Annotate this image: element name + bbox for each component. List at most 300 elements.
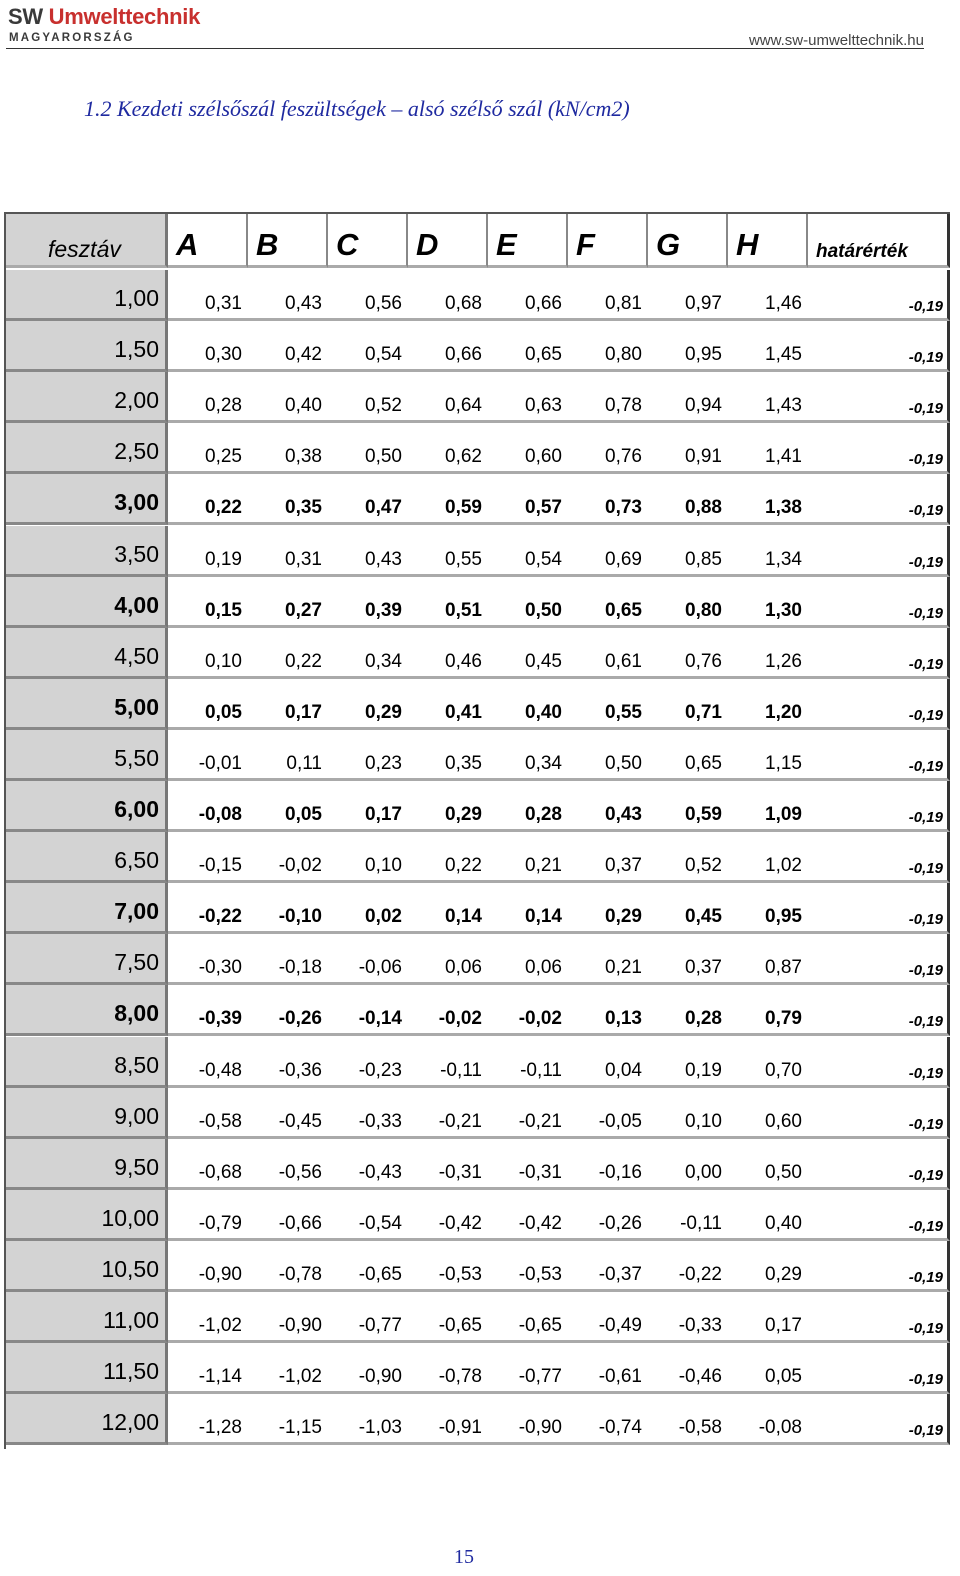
span-cell — [6, 985, 168, 1036]
value-cell — [248, 832, 328, 883]
value-cell — [648, 730, 728, 781]
stress-value: 0,40 — [525, 701, 562, 723]
stress-value: 0,94 — [685, 395, 722, 417]
stress-value: -0,26 — [278, 1008, 322, 1030]
span-value: 7,00 — [114, 898, 159, 925]
value-cell — [408, 832, 488, 883]
stress-value: -0,30 — [198, 957, 242, 979]
value-cell — [168, 628, 248, 679]
limit-cell — [808, 1088, 950, 1139]
stress-value: 0,29 — [445, 804, 482, 826]
stress-value: -0,16 — [598, 1161, 642, 1183]
span-cell — [6, 372, 168, 423]
stress-value: 1,09 — [765, 804, 802, 826]
span-value: 9,00 — [114, 1102, 159, 1129]
limit-value: -0,19 — [908, 655, 943, 673]
span-value: 4,50 — [114, 642, 159, 669]
value-cell — [728, 1037, 808, 1088]
span-cell — [6, 577, 168, 628]
span-value: 11,00 — [103, 1307, 159, 1334]
stress-value: -0,77 — [358, 1315, 402, 1337]
table-row — [6, 1088, 952, 1139]
stress-value: 0,50 — [605, 752, 642, 774]
stress-value: 1,20 — [765, 701, 802, 723]
value-cell — [488, 1088, 568, 1139]
stress-value: 0,05 — [285, 804, 322, 826]
stress-value: -0,21 — [438, 1110, 482, 1132]
stress-value: 0,29 — [765, 1263, 802, 1285]
stress-value: 0,69 — [605, 548, 642, 570]
table-row — [6, 679, 952, 730]
span-value: 2,00 — [114, 387, 159, 414]
stress-value: -0,74 — [598, 1417, 642, 1439]
stress-value: 0,31 — [285, 548, 322, 570]
logo-subtitle: MAGYARORSZÁG — [9, 32, 135, 44]
stress-value: 0,50 — [765, 1161, 802, 1183]
stress-value: 0,42 — [285, 344, 322, 366]
value-cell — [248, 1241, 328, 1292]
stress-value: 0,85 — [685, 548, 722, 570]
value-cell — [728, 985, 808, 1036]
stress-value: 0,81 — [605, 293, 642, 315]
limit-cell — [808, 423, 950, 474]
value-cell — [568, 1241, 648, 1292]
value-cell — [328, 1139, 408, 1190]
stress-value: -0,33 — [358, 1110, 402, 1132]
value-cell — [488, 1292, 568, 1343]
value-cell — [328, 1343, 408, 1394]
stress-value: 0,65 — [605, 599, 642, 621]
span-value: 2,50 — [114, 438, 159, 465]
stress-value: 0,28 — [525, 804, 562, 826]
stress-value: 1,43 — [765, 395, 802, 417]
table-row — [6, 832, 952, 883]
header-label: B — [256, 227, 279, 262]
stress-value: 0,40 — [285, 395, 322, 417]
stress-value: -0,91 — [438, 1417, 482, 1439]
value-cell — [648, 423, 728, 474]
stress-value: -0,36 — [278, 1059, 322, 1081]
value-cell — [408, 526, 488, 577]
value-cell — [408, 1088, 488, 1139]
header-label: fesztáv — [48, 236, 121, 262]
stress-value: 1,41 — [765, 446, 802, 468]
stress-value: -0,48 — [198, 1059, 242, 1081]
span-cell — [6, 423, 168, 474]
span-value: 3,50 — [114, 540, 159, 567]
value-cell — [408, 577, 488, 628]
limit-value: -0,19 — [908, 1013, 943, 1031]
span-value: 6,00 — [114, 796, 159, 823]
stress-value: 0,29 — [365, 701, 402, 723]
span-cell — [6, 270, 168, 321]
limit-cell — [808, 781, 950, 832]
limit-cell — [808, 474, 950, 525]
value-cell — [408, 321, 488, 372]
stress-value: 0,54 — [365, 344, 402, 366]
value-cell — [568, 270, 648, 321]
value-cell — [328, 270, 408, 321]
value-cell — [248, 934, 328, 985]
span-cell — [6, 474, 168, 525]
table-row — [6, 423, 952, 474]
value-cell — [648, 679, 728, 730]
value-cell — [328, 1292, 408, 1343]
value-cell — [248, 679, 328, 730]
value-cell — [488, 1190, 568, 1241]
value-cell — [328, 883, 408, 934]
stress-value: 0,27 — [285, 599, 322, 621]
limit-cell — [808, 321, 950, 372]
stress-value: 0,17 — [285, 701, 322, 723]
stress-value: -0,26 — [598, 1212, 642, 1234]
value-cell — [488, 423, 568, 474]
stress-value: 0,66 — [525, 293, 562, 315]
stress-value: -0,79 — [198, 1212, 242, 1234]
span-cell — [6, 883, 168, 934]
value-cell — [168, 1037, 248, 1088]
value-cell — [728, 1394, 808, 1445]
stress-value: 0,55 — [605, 701, 642, 723]
value-cell — [568, 321, 648, 372]
span-cell — [6, 1292, 168, 1343]
table-row — [6, 628, 952, 679]
span-value: 5,00 — [114, 693, 159, 720]
table-row — [6, 577, 952, 628]
value-cell — [328, 730, 408, 781]
value-cell — [408, 730, 488, 781]
value-cell — [248, 1088, 328, 1139]
header-label: C — [336, 227, 359, 262]
value-cell — [328, 1394, 408, 1445]
stress-value: -0,33 — [678, 1315, 722, 1337]
stress-value: 1,02 — [765, 855, 802, 877]
stress-value: -0,54 — [358, 1212, 402, 1234]
value-cell — [248, 526, 328, 577]
value-cell — [488, 577, 568, 628]
header-label: D — [416, 227, 439, 262]
value-cell — [728, 1088, 808, 1139]
stress-value: -0,37 — [598, 1263, 642, 1285]
stress-value: 0,34 — [525, 752, 562, 774]
stress-value: 0,14 — [445, 906, 482, 928]
stress-value: 0,06 — [445, 957, 482, 979]
value-cell — [488, 730, 568, 781]
limit-cell — [808, 1139, 950, 1190]
value-cell — [248, 423, 328, 474]
span-value: 3,00 — [114, 489, 159, 516]
stress-value: 0,21 — [525, 855, 562, 877]
stress-value: -0,90 — [278, 1315, 322, 1337]
stress-value: 0,22 — [445, 855, 482, 877]
stress-value: 1,46 — [765, 293, 802, 315]
stress-value: 0,76 — [685, 650, 722, 672]
stress-value: -0,02 — [278, 855, 322, 877]
value-cell — [568, 628, 648, 679]
header-label: F — [576, 227, 595, 262]
limit-value: -0,19 — [908, 911, 943, 929]
value-cell — [328, 1190, 408, 1241]
value-cell — [328, 934, 408, 985]
stress-value: 0,30 — [205, 344, 242, 366]
value-cell — [248, 1343, 328, 1394]
value-cell — [248, 1394, 328, 1445]
table-row — [6, 883, 952, 934]
value-cell — [168, 1088, 248, 1139]
limit-cell — [808, 628, 950, 679]
value-cell — [328, 577, 408, 628]
header-col-b — [248, 214, 328, 268]
value-cell — [648, 577, 728, 628]
span-cell — [6, 730, 168, 781]
header-limit — [808, 214, 950, 268]
value-cell — [488, 985, 568, 1036]
value-cell — [168, 781, 248, 832]
value-cell — [568, 1037, 648, 1088]
value-cell — [488, 832, 568, 883]
value-cell — [168, 934, 248, 985]
span-value: 1,50 — [114, 336, 159, 363]
stress-value: 0,60 — [765, 1110, 802, 1132]
value-cell — [328, 321, 408, 372]
website-url: www.sw-umwelttechnik.hu — [748, 32, 924, 49]
stress-value: 0,95 — [685, 344, 722, 366]
limit-value: -0,19 — [908, 553, 943, 571]
limit-cell — [808, 1190, 950, 1241]
limit-value: -0,19 — [908, 502, 943, 520]
value-cell — [408, 985, 488, 1036]
value-cell — [248, 628, 328, 679]
stress-value: 0,05 — [765, 1366, 802, 1388]
stress-value: -0,49 — [598, 1315, 642, 1337]
header-divider — [6, 48, 924, 49]
stress-value: -0,39 — [198, 1008, 242, 1030]
stress-value: 0,29 — [605, 906, 642, 928]
limit-cell — [808, 1292, 950, 1343]
limit-cell — [808, 526, 950, 577]
header-col-e — [488, 214, 568, 268]
limit-cell — [808, 1037, 950, 1088]
value-cell — [648, 1088, 728, 1139]
stress-value: -0,42 — [438, 1212, 482, 1234]
span-value: 10,50 — [101, 1255, 159, 1282]
stress-value: 1,38 — [765, 497, 802, 519]
stress-value: 0,47 — [365, 497, 402, 519]
value-cell — [168, 577, 248, 628]
value-cell — [728, 526, 808, 577]
span-value: 6,50 — [114, 847, 159, 874]
stress-value: -0,61 — [598, 1366, 642, 1388]
span-cell — [6, 1190, 168, 1241]
value-cell — [648, 1343, 728, 1394]
value-cell — [168, 1292, 248, 1343]
value-cell — [728, 577, 808, 628]
limit-value: -0,19 — [908, 400, 943, 418]
value-cell — [408, 474, 488, 525]
value-cell — [248, 730, 328, 781]
span-cell — [6, 1139, 168, 1190]
value-cell — [168, 985, 248, 1036]
value-cell — [488, 321, 568, 372]
value-cell — [728, 832, 808, 883]
stress-value: 0,91 — [685, 446, 722, 468]
value-cell — [168, 423, 248, 474]
table-row — [6, 934, 952, 985]
value-cell — [408, 1241, 488, 1292]
span-cell — [6, 781, 168, 832]
value-cell — [328, 423, 408, 474]
stress-value: -0,90 — [358, 1366, 402, 1388]
stress-value: 1,30 — [765, 599, 802, 621]
stress-value: 0,43 — [605, 804, 642, 826]
value-cell — [728, 1292, 808, 1343]
value-cell — [648, 1037, 728, 1088]
limit-value: -0,19 — [908, 451, 943, 469]
stress-value: -0,02 — [518, 1008, 562, 1030]
span-value: 11,50 — [103, 1358, 159, 1385]
value-cell — [568, 679, 648, 730]
value-cell — [168, 883, 248, 934]
stress-value: 0,23 — [365, 752, 402, 774]
value-cell — [648, 781, 728, 832]
stress-value: -0,21 — [518, 1110, 562, 1132]
stress-value: 0,80 — [685, 599, 722, 621]
stress-value: 0,19 — [685, 1059, 722, 1081]
value-cell — [168, 832, 248, 883]
value-cell — [248, 474, 328, 525]
value-cell — [408, 628, 488, 679]
stress-value: -0,45 — [278, 1110, 322, 1132]
stress-value: 0,52 — [685, 855, 722, 877]
stress-value: -0,01 — [198, 752, 242, 774]
stress-value: 0,14 — [525, 906, 562, 928]
stress-value: 0,54 — [525, 548, 562, 570]
stress-value: 0,35 — [285, 497, 322, 519]
span-cell — [6, 628, 168, 679]
value-cell — [728, 1241, 808, 1292]
value-cell — [488, 679, 568, 730]
limit-value: -0,19 — [908, 349, 943, 367]
value-cell — [328, 832, 408, 883]
stress-value: -1,02 — [198, 1315, 242, 1337]
value-cell — [328, 1241, 408, 1292]
stress-value: 0,17 — [365, 804, 402, 826]
value-cell — [328, 474, 408, 525]
stress-value: 0,87 — [765, 957, 802, 979]
table-row — [6, 1343, 952, 1394]
stress-value: 0,06 — [525, 957, 562, 979]
value-cell — [728, 270, 808, 321]
limit-value: -0,19 — [908, 604, 943, 622]
value-cell — [408, 270, 488, 321]
stress-value: 0,00 — [685, 1161, 722, 1183]
span-cell — [6, 1037, 168, 1088]
header-col-c — [328, 214, 408, 268]
value-cell — [408, 883, 488, 934]
value-cell — [568, 526, 648, 577]
limit-value: -0,19 — [908, 757, 943, 775]
stress-value: -1,14 — [198, 1366, 242, 1388]
span-cell — [6, 679, 168, 730]
stress-value: -0,90 — [518, 1417, 562, 1439]
stress-value: 0,65 — [525, 344, 562, 366]
value-cell — [568, 1190, 648, 1241]
value-cell — [568, 577, 648, 628]
value-cell — [568, 474, 648, 525]
span-cell — [6, 1088, 168, 1139]
stress-value: -0,65 — [518, 1315, 562, 1337]
value-cell — [488, 1241, 568, 1292]
stress-value: 0,73 — [605, 497, 642, 519]
value-cell — [408, 423, 488, 474]
value-cell — [648, 526, 728, 577]
limit-value: -0,19 — [908, 809, 943, 827]
value-cell — [408, 679, 488, 730]
value-cell — [328, 628, 408, 679]
value-cell — [488, 1343, 568, 1394]
header-label: G — [656, 227, 681, 262]
stress-value: -0,56 — [278, 1161, 322, 1183]
stress-value: 0,41 — [445, 701, 482, 723]
limit-value: -0,19 — [908, 962, 943, 980]
value-cell — [728, 781, 808, 832]
stress-value: 0,68 — [445, 293, 482, 315]
value-cell — [168, 679, 248, 730]
stress-value: -0,10 — [278, 906, 322, 928]
value-cell — [328, 526, 408, 577]
header-col-f — [568, 214, 648, 268]
stress-value: -0,02 — [438, 1008, 482, 1030]
stress-value: -0,42 — [518, 1212, 562, 1234]
header-col-g — [648, 214, 728, 268]
value-cell — [328, 781, 408, 832]
table-row — [6, 730, 952, 781]
table-row — [6, 270, 952, 321]
value-cell — [168, 1394, 248, 1445]
span-value: 1,00 — [114, 285, 159, 312]
table-row — [6, 1190, 952, 1241]
value-cell — [488, 883, 568, 934]
stress-value: 0,28 — [685, 1008, 722, 1030]
stress-value: -0,78 — [278, 1263, 322, 1285]
logo-sw-text: SW — [8, 4, 43, 29]
span-cell — [6, 1394, 168, 1445]
limit-value: -0,19 — [908, 1166, 943, 1184]
span-value: 12,00 — [101, 1409, 159, 1436]
stress-value: 0,95 — [765, 906, 802, 928]
value-cell — [248, 321, 328, 372]
span-cell — [6, 321, 168, 372]
table-row — [6, 1394, 952, 1445]
section-title: 1.2 Kezdeti szélsőszál feszültségek – alsó szélső szál (kN/cm2) — [84, 96, 630, 121]
value-cell — [568, 730, 648, 781]
span-cell — [6, 1241, 168, 1292]
table-row — [6, 1139, 952, 1190]
stress-value: 0,45 — [525, 650, 562, 672]
stress-value: -0,46 — [678, 1366, 722, 1388]
value-cell — [408, 1139, 488, 1190]
stress-value: 0,11 — [286, 752, 322, 774]
stress-value: -0,11 — [440, 1059, 482, 1081]
stress-value: -0,22 — [678, 1263, 722, 1285]
stress-value: -0,23 — [358, 1059, 402, 1081]
span-value: 4,00 — [114, 591, 159, 618]
table-row — [6, 781, 952, 832]
stress-value: 0,10 — [365, 855, 402, 877]
limit-cell — [808, 270, 950, 321]
value-cell — [648, 1241, 728, 1292]
stress-value: 1,26 — [765, 650, 802, 672]
